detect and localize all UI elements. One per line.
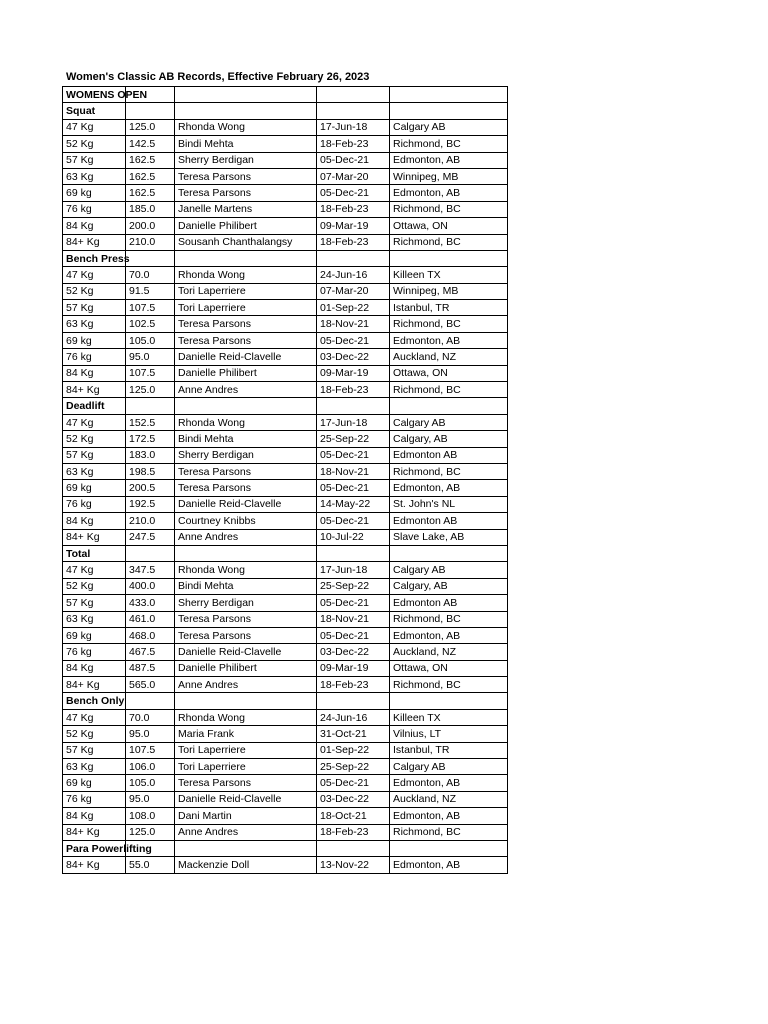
weight-class-cell: 76 kg bbox=[63, 349, 126, 365]
table-row bbox=[63, 463, 508, 479]
table-row bbox=[63, 595, 508, 611]
table-row bbox=[63, 414, 508, 430]
section-title: Squat bbox=[63, 103, 126, 119]
lifter-name-cell: Teresa Parsons bbox=[175, 480, 317, 496]
empty-cell bbox=[175, 398, 317, 414]
lifter-name-cell: Teresa Parsons bbox=[175, 463, 317, 479]
lifter-name-cell: Rhonda Wong bbox=[175, 562, 317, 578]
weight-class-cell: 84+ Kg bbox=[63, 677, 126, 693]
lifter-name-cell: Janelle Martens bbox=[175, 201, 317, 217]
empty-cell bbox=[317, 693, 390, 709]
weight-class-cell: 84+ Kg bbox=[63, 824, 126, 840]
empty-cell bbox=[390, 840, 508, 856]
record-location-cell: Edmonton, AB bbox=[390, 857, 508, 873]
record-date-cell: 05-Dec-21 bbox=[317, 447, 390, 463]
table-row bbox=[63, 808, 508, 824]
lifter-name-cell: Rhonda Wong bbox=[175, 709, 317, 725]
lift-kg-cell: 105.0 bbox=[126, 332, 175, 348]
lift-kg-cell: 467.5 bbox=[126, 644, 175, 660]
lift-kg-cell: 162.5 bbox=[126, 152, 175, 168]
weight-class-cell: 63 Kg bbox=[63, 759, 126, 775]
record-date-cell: 17-Jun-18 bbox=[317, 414, 390, 430]
record-date-cell: 24-Jun-16 bbox=[317, 267, 390, 283]
weight-class-cell: 69 kg bbox=[63, 332, 126, 348]
record-date-cell: 05-Dec-21 bbox=[317, 627, 390, 643]
table-header-label: WOMENS OPEN bbox=[63, 87, 126, 103]
record-date-cell: 18-Oct-21 bbox=[317, 808, 390, 824]
table-row bbox=[63, 742, 508, 758]
lift-kg-cell: 95.0 bbox=[126, 791, 175, 807]
record-date-cell: 05-Dec-21 bbox=[317, 332, 390, 348]
record-location-cell: Edmonton, AB bbox=[390, 185, 508, 201]
record-date-cell: 13-Nov-22 bbox=[317, 857, 390, 873]
weight-class-cell: 52 Kg bbox=[63, 578, 126, 594]
table-row bbox=[63, 677, 508, 693]
table-row bbox=[63, 709, 508, 725]
record-date-cell: 18-Feb-23 bbox=[317, 382, 390, 398]
lifter-name-cell: Bindi Mehta bbox=[175, 578, 317, 594]
lift-kg-cell: 400.0 bbox=[126, 578, 175, 594]
lift-kg-cell: 125.0 bbox=[126, 119, 175, 135]
lift-kg-cell: 185.0 bbox=[126, 201, 175, 217]
lift-kg-cell: 200.0 bbox=[126, 218, 175, 234]
table-row bbox=[63, 496, 508, 512]
lift-kg-cell: 95.0 bbox=[126, 349, 175, 365]
section-title: Bench Only bbox=[63, 693, 126, 709]
record-location-cell: Richmond, BC bbox=[390, 201, 508, 217]
weight-class-cell: 47 Kg bbox=[63, 414, 126, 430]
record-location-cell: Ottawa, ON bbox=[390, 218, 508, 234]
empty-cell bbox=[175, 103, 317, 119]
lifter-name-cell: Dani Martin bbox=[175, 808, 317, 824]
record-date-cell: 03-Dec-22 bbox=[317, 791, 390, 807]
empty-cell bbox=[390, 545, 508, 561]
table-row bbox=[63, 824, 508, 840]
table-row bbox=[63, 119, 508, 135]
lifter-name-cell: Tori Laperriere bbox=[175, 283, 317, 299]
lifter-name-cell: Rhonda Wong bbox=[175, 119, 317, 135]
lifter-name-cell: Danielle Reid-Clavelle bbox=[175, 791, 317, 807]
record-location-cell: Richmond, BC bbox=[390, 136, 508, 152]
record-date-cell: 09-Mar-19 bbox=[317, 365, 390, 381]
empty-cell bbox=[390, 103, 508, 119]
lift-kg-cell: 70.0 bbox=[126, 267, 175, 283]
record-location-cell: Edmonton, AB bbox=[390, 627, 508, 643]
section-title: Total bbox=[63, 545, 126, 561]
lift-kg-cell: 347.5 bbox=[126, 562, 175, 578]
empty-cell bbox=[317, 840, 390, 856]
empty-cell bbox=[126, 398, 175, 414]
weight-class-cell: 76 kg bbox=[63, 201, 126, 217]
table-row bbox=[63, 234, 508, 250]
section-title: Deadlift bbox=[63, 398, 126, 414]
table-row bbox=[63, 431, 508, 447]
record-location-cell: Calgary AB bbox=[390, 562, 508, 578]
weight-class-cell: 84+ Kg bbox=[63, 529, 126, 545]
empty-cell bbox=[317, 87, 390, 103]
lift-kg-cell: 487.5 bbox=[126, 660, 175, 676]
record-location-cell: Richmond, BC bbox=[390, 316, 508, 332]
weight-class-cell: 57 Kg bbox=[63, 447, 126, 463]
lifter-name-cell: Teresa Parsons bbox=[175, 168, 317, 184]
lift-kg-cell: 172.5 bbox=[126, 431, 175, 447]
weight-class-cell: 84+ Kg bbox=[63, 234, 126, 250]
lift-kg-cell: 198.5 bbox=[126, 463, 175, 479]
weight-class-cell: 84 Kg bbox=[63, 808, 126, 824]
weight-class-cell: 47 Kg bbox=[63, 267, 126, 283]
record-date-cell: 09-Mar-19 bbox=[317, 660, 390, 676]
record-date-cell: 05-Dec-21 bbox=[317, 185, 390, 201]
weight-class-cell: 47 Kg bbox=[63, 562, 126, 578]
lifter-name-cell: Rhonda Wong bbox=[175, 414, 317, 430]
record-location-cell: Richmond, BC bbox=[390, 611, 508, 627]
record-location-cell: Calgary AB bbox=[390, 414, 508, 430]
records-table bbox=[62, 86, 508, 874]
table-row bbox=[63, 627, 508, 643]
record-location-cell: Killeen TX bbox=[390, 267, 508, 283]
lift-kg-cell: 152.5 bbox=[126, 414, 175, 430]
lifter-name-cell: Rhonda Wong bbox=[175, 267, 317, 283]
lifter-name-cell: Teresa Parsons bbox=[175, 316, 317, 332]
weight-class-cell: 84 Kg bbox=[63, 513, 126, 529]
table-row bbox=[63, 611, 508, 627]
weight-class-cell: 76 kg bbox=[63, 496, 126, 512]
empty-cell bbox=[175, 693, 317, 709]
lifter-name-cell: Anne Andres bbox=[175, 382, 317, 398]
table-row bbox=[63, 300, 508, 316]
lift-kg-cell: 468.0 bbox=[126, 627, 175, 643]
record-date-cell: 07-Mar-20 bbox=[317, 168, 390, 184]
lifter-name-cell: Sherry Berdigan bbox=[175, 595, 317, 611]
table-row bbox=[63, 168, 508, 184]
record-location-cell: Istanbul, TR bbox=[390, 300, 508, 316]
empty-cell bbox=[175, 840, 317, 856]
lifter-name-cell: Anne Andres bbox=[175, 824, 317, 840]
table-row bbox=[63, 349, 508, 365]
lift-kg-cell: 95.0 bbox=[126, 726, 175, 742]
lifter-name-cell: Maria Frank bbox=[175, 726, 317, 742]
record-date-cell: 03-Dec-22 bbox=[317, 644, 390, 660]
lifter-name-cell: Danielle Philibert bbox=[175, 660, 317, 676]
empty-cell bbox=[390, 87, 508, 103]
record-location-cell: Auckland, NZ bbox=[390, 349, 508, 365]
record-date-cell: 24-Jun-16 bbox=[317, 709, 390, 725]
lifter-name-cell: Mackenzie Doll bbox=[175, 857, 317, 873]
record-location-cell: Richmond, BC bbox=[390, 824, 508, 840]
table-row bbox=[63, 218, 508, 234]
record-location-cell: Istanbul, TR bbox=[390, 742, 508, 758]
lifter-name-cell: Danielle Philibert bbox=[175, 365, 317, 381]
lifter-name-cell: Courtney Knibbs bbox=[175, 513, 317, 529]
record-location-cell: Richmond, BC bbox=[390, 463, 508, 479]
lift-kg-cell: 565.0 bbox=[126, 677, 175, 693]
weight-class-cell: 52 Kg bbox=[63, 431, 126, 447]
record-date-cell: 05-Dec-21 bbox=[317, 152, 390, 168]
lift-kg-cell: 107.5 bbox=[126, 300, 175, 316]
record-location-cell: Edmonton, AB bbox=[390, 332, 508, 348]
record-location-cell: Edmonton, AB bbox=[390, 775, 508, 791]
section-header-row bbox=[63, 840, 508, 856]
table-row bbox=[63, 480, 508, 496]
record-location-cell: Ottawa, ON bbox=[390, 365, 508, 381]
table-row bbox=[63, 283, 508, 299]
lift-kg-cell: 70.0 bbox=[126, 709, 175, 725]
record-location-cell: Calgary AB bbox=[390, 759, 508, 775]
weight-class-cell: 63 Kg bbox=[63, 611, 126, 627]
section-header-row bbox=[63, 398, 508, 414]
lift-kg-cell: 107.5 bbox=[126, 365, 175, 381]
lifter-name-cell: Teresa Parsons bbox=[175, 185, 317, 201]
weight-class-cell: 76 kg bbox=[63, 791, 126, 807]
table-header-row bbox=[63, 87, 508, 103]
table-row bbox=[63, 332, 508, 348]
section-header-row bbox=[63, 250, 508, 266]
empty-cell bbox=[317, 103, 390, 119]
lifter-name-cell: Danielle Reid-Clavelle bbox=[175, 496, 317, 512]
lifter-name-cell: Teresa Parsons bbox=[175, 611, 317, 627]
table-row bbox=[63, 447, 508, 463]
record-location-cell: Calgary, AB bbox=[390, 578, 508, 594]
document-title: Women's Classic AB Records, Effective February 26, 2023 bbox=[66, 71, 370, 83]
lift-kg-cell: 433.0 bbox=[126, 595, 175, 611]
lifter-name-cell: Tori Laperriere bbox=[175, 759, 317, 775]
lifter-name-cell: Teresa Parsons bbox=[175, 627, 317, 643]
table-row bbox=[63, 136, 508, 152]
record-location-cell: Ottawa, ON bbox=[390, 660, 508, 676]
empty-cell bbox=[390, 250, 508, 266]
weight-class-cell: 52 Kg bbox=[63, 283, 126, 299]
record-date-cell: 18-Feb-23 bbox=[317, 136, 390, 152]
lifter-name-cell: Danielle Philibert bbox=[175, 218, 317, 234]
weight-class-cell: 69 kg bbox=[63, 775, 126, 791]
empty-cell bbox=[126, 250, 175, 266]
lift-kg-cell: 125.0 bbox=[126, 824, 175, 840]
lift-kg-cell: 162.5 bbox=[126, 185, 175, 201]
lift-kg-cell: 125.0 bbox=[126, 382, 175, 398]
weight-class-cell: 57 Kg bbox=[63, 595, 126, 611]
record-date-cell: 05-Dec-21 bbox=[317, 513, 390, 529]
weight-class-cell: 57 Kg bbox=[63, 300, 126, 316]
table-row bbox=[63, 316, 508, 332]
lift-kg-cell: 162.5 bbox=[126, 168, 175, 184]
lifter-name-cell: Tori Laperriere bbox=[175, 300, 317, 316]
table-row bbox=[63, 857, 508, 873]
lift-kg-cell: 107.5 bbox=[126, 742, 175, 758]
empty-cell bbox=[126, 545, 175, 561]
lift-kg-cell: 142.5 bbox=[126, 136, 175, 152]
weight-class-cell: 47 Kg bbox=[63, 709, 126, 725]
weight-class-cell: 52 Kg bbox=[63, 726, 126, 742]
record-location-cell: Edmonton AB bbox=[390, 447, 508, 463]
lifter-name-cell: Sherry Berdigan bbox=[175, 152, 317, 168]
lifter-name-cell: Bindi Mehta bbox=[175, 431, 317, 447]
weight-class-cell: 84 Kg bbox=[63, 365, 126, 381]
empty-cell bbox=[317, 545, 390, 561]
lift-kg-cell: 200.5 bbox=[126, 480, 175, 496]
record-date-cell: 17-Jun-18 bbox=[317, 119, 390, 135]
weight-class-cell: 57 Kg bbox=[63, 742, 126, 758]
table-row bbox=[63, 775, 508, 791]
records-table-body bbox=[63, 87, 508, 874]
table-row bbox=[63, 562, 508, 578]
record-location-cell: Winnipeg, MB bbox=[390, 283, 508, 299]
lifter-name-cell: Anne Andres bbox=[175, 677, 317, 693]
record-date-cell: 18-Nov-21 bbox=[317, 316, 390, 332]
lift-kg-cell: 461.0 bbox=[126, 611, 175, 627]
weight-class-cell: 63 Kg bbox=[63, 463, 126, 479]
table-row bbox=[63, 185, 508, 201]
lifter-name-cell: Bindi Mehta bbox=[175, 136, 317, 152]
record-date-cell: 18-Feb-23 bbox=[317, 824, 390, 840]
table-row bbox=[63, 382, 508, 398]
lift-kg-cell: 91.5 bbox=[126, 283, 175, 299]
empty-cell bbox=[175, 87, 317, 103]
table-row bbox=[63, 660, 508, 676]
record-date-cell: 07-Mar-20 bbox=[317, 283, 390, 299]
weight-class-cell: 84+ Kg bbox=[63, 857, 126, 873]
lift-kg-cell: 247.5 bbox=[126, 529, 175, 545]
lift-kg-cell: 105.0 bbox=[126, 775, 175, 791]
record-location-cell: Edmonton AB bbox=[390, 595, 508, 611]
lifter-name-cell: Sherry Berdigan bbox=[175, 447, 317, 463]
lifter-name-cell: Tori Laperriere bbox=[175, 742, 317, 758]
weight-class-cell: 69 kg bbox=[63, 627, 126, 643]
record-location-cell: Calgary AB bbox=[390, 119, 508, 135]
section-header-row bbox=[63, 545, 508, 561]
weight-class-cell: 84+ Kg bbox=[63, 382, 126, 398]
weight-class-cell: 63 Kg bbox=[63, 168, 126, 184]
lift-kg-cell: 102.5 bbox=[126, 316, 175, 332]
record-date-cell: 03-Dec-22 bbox=[317, 349, 390, 365]
record-location-cell: Edmonton, AB bbox=[390, 480, 508, 496]
table-row bbox=[63, 201, 508, 217]
empty-cell bbox=[126, 693, 175, 709]
record-date-cell: 01-Sep-22 bbox=[317, 742, 390, 758]
lift-kg-cell: 210.0 bbox=[126, 234, 175, 250]
weight-class-cell: 84 Kg bbox=[63, 660, 126, 676]
record-location-cell: Edmonton, AB bbox=[390, 152, 508, 168]
weight-class-cell: 57 Kg bbox=[63, 152, 126, 168]
record-location-cell: St. John's NL bbox=[390, 496, 508, 512]
lift-kg-cell: 183.0 bbox=[126, 447, 175, 463]
weight-class-cell: 52 Kg bbox=[63, 136, 126, 152]
record-location-cell: Winnipeg, MB bbox=[390, 168, 508, 184]
record-location-cell: Vilnius, LT bbox=[390, 726, 508, 742]
weight-class-cell: 69 kg bbox=[63, 480, 126, 496]
lift-kg-cell: 55.0 bbox=[126, 857, 175, 873]
table-row bbox=[63, 759, 508, 775]
record-date-cell: 17-Jun-18 bbox=[317, 562, 390, 578]
record-date-cell: 10-Jul-22 bbox=[317, 529, 390, 545]
empty-cell bbox=[175, 250, 317, 266]
table-row bbox=[63, 513, 508, 529]
record-location-cell: Richmond, BC bbox=[390, 234, 508, 250]
lifter-name-cell: Danielle Reid-Clavelle bbox=[175, 349, 317, 365]
record-date-cell: 18-Feb-23 bbox=[317, 201, 390, 217]
record-location-cell: Killeen TX bbox=[390, 709, 508, 725]
record-date-cell: 05-Dec-21 bbox=[317, 595, 390, 611]
section-header-row bbox=[63, 693, 508, 709]
lift-kg-cell: 210.0 bbox=[126, 513, 175, 529]
table-row bbox=[63, 529, 508, 545]
table-row bbox=[63, 791, 508, 807]
table-row bbox=[63, 726, 508, 742]
weight-class-cell: 69 kg bbox=[63, 185, 126, 201]
table-row bbox=[63, 644, 508, 660]
empty-cell bbox=[390, 693, 508, 709]
empty-cell bbox=[126, 103, 175, 119]
record-date-cell: 01-Sep-22 bbox=[317, 300, 390, 316]
record-date-cell: 18-Nov-21 bbox=[317, 611, 390, 627]
lifter-name-cell: Teresa Parsons bbox=[175, 332, 317, 348]
record-date-cell: 18-Feb-23 bbox=[317, 234, 390, 250]
lifter-name-cell: Sousanh Chanthalangsy bbox=[175, 234, 317, 250]
lifter-name-cell: Teresa Parsons bbox=[175, 775, 317, 791]
weight-class-cell: 63 Kg bbox=[63, 316, 126, 332]
record-date-cell: 18-Nov-21 bbox=[317, 463, 390, 479]
record-date-cell: 09-Mar-19 bbox=[317, 218, 390, 234]
table-row bbox=[63, 267, 508, 283]
lift-kg-cell: 192.5 bbox=[126, 496, 175, 512]
record-location-cell: Edmonton, AB bbox=[390, 808, 508, 824]
section-title: Para Powerlifting bbox=[63, 840, 126, 856]
lift-kg-cell: 106.0 bbox=[126, 759, 175, 775]
weight-class-cell: 47 Kg bbox=[63, 119, 126, 135]
record-location-cell: Edmonton AB bbox=[390, 513, 508, 529]
record-location-cell: Calgary, AB bbox=[390, 431, 508, 447]
record-location-cell: Slave Lake, AB bbox=[390, 529, 508, 545]
lift-kg-cell: 108.0 bbox=[126, 808, 175, 824]
record-location-cell: Auckland, NZ bbox=[390, 644, 508, 660]
record-location-cell: Auckland, NZ bbox=[390, 791, 508, 807]
record-location-cell: Richmond, BC bbox=[390, 677, 508, 693]
table-row bbox=[63, 365, 508, 381]
record-date-cell: 25-Sep-22 bbox=[317, 431, 390, 447]
lifter-name-cell: Danielle Reid-Clavelle bbox=[175, 644, 317, 660]
record-date-cell: 05-Dec-21 bbox=[317, 775, 390, 791]
empty-cell bbox=[317, 250, 390, 266]
table-row bbox=[63, 578, 508, 594]
empty-cell bbox=[390, 398, 508, 414]
empty-cell bbox=[175, 545, 317, 561]
weight-class-cell: 84 Kg bbox=[63, 218, 126, 234]
record-date-cell: 31-Oct-21 bbox=[317, 726, 390, 742]
section-header-row bbox=[63, 103, 508, 119]
record-date-cell: 25-Sep-22 bbox=[317, 759, 390, 775]
table-row bbox=[63, 152, 508, 168]
empty-cell bbox=[317, 398, 390, 414]
weight-class-cell: 76 kg bbox=[63, 644, 126, 660]
record-location-cell: Richmond, BC bbox=[390, 382, 508, 398]
record-date-cell: 18-Feb-23 bbox=[317, 677, 390, 693]
lifter-name-cell: Anne Andres bbox=[175, 529, 317, 545]
record-date-cell: 25-Sep-22 bbox=[317, 578, 390, 594]
record-date-cell: 05-Dec-21 bbox=[317, 480, 390, 496]
section-title: Bench Press bbox=[63, 250, 126, 266]
record-date-cell: 14-May-22 bbox=[317, 496, 390, 512]
